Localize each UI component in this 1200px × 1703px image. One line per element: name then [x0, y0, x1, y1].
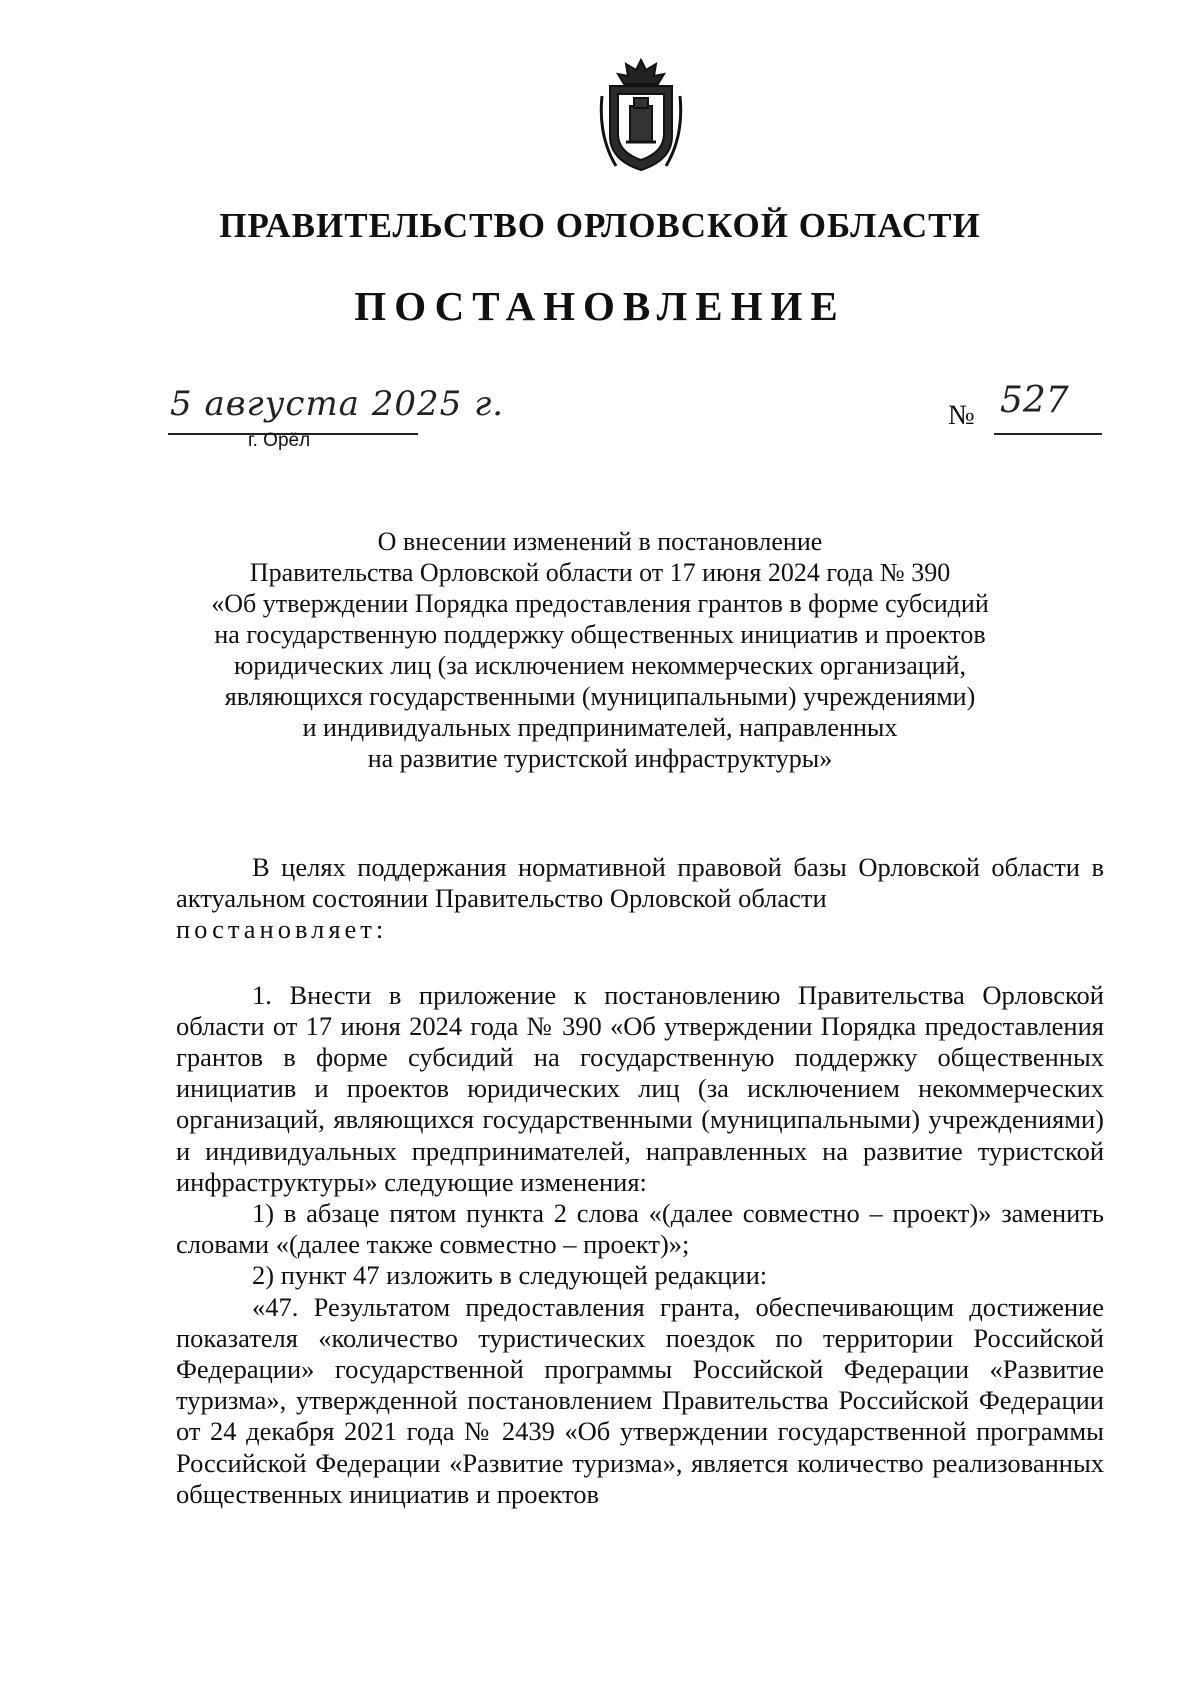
title-line: Правительства Орловской области от 17 июня 2024 года № 390: [249, 558, 951, 587]
document-title: [180, 526, 1020, 774]
number-label: №: [948, 400, 975, 431]
handwritten-date: 5 августа 2025 г.: [170, 384, 505, 424]
title-line: на развитие туристской инфраструктуры»: [367, 744, 833, 773]
city-label: г. Орёл: [248, 430, 311, 451]
document-type: ПОСТАНОВЛЕНИЕ: [354, 283, 846, 329]
resolves-word: постановляет:: [176, 914, 388, 945]
title-line: «Об утверждении Порядка предоставления грантов в форме субсидий: [211, 589, 989, 618]
title-line: на государственную поддержку общественных инициатив и проектов: [214, 620, 986, 649]
government-name: ПРАВИТЕЛЬСТВО ОРЛОВСКОЙ ОБЛАСТИ: [219, 206, 981, 245]
subitem-1: 1) в абзаце пятом пункта 2 слова «(далее совместно – проект)» заменить словами «(далее также совместно – проект)»;: [176, 1198, 1104, 1260]
paragraph-47: «47. Результатом предоставления гранта, обеспечивающим достижение показателя «количество туристических поездок по территории Российской Федерации» государственной программы Российской Федерации «Развитие туризма», утвержденной постановлением Правительства Российской Федерации от 24 декабря 2021 года № 2439 «Об утверждении государственной программы Российской Федерации «Развитие туризма», является количество реализованных общественных инициатив и проектов: [176, 1291, 1104, 1509]
title-line: юридических лиц (за исключением некоммерческих организаций,: [233, 651, 967, 680]
number-underline: [994, 433, 1102, 435]
title-line: являющихся государственными (муниципальными) учреждениями): [224, 682, 976, 711]
document-body: [176, 852, 1104, 1510]
title-line: и индивидуальных предпринимателей, направленных: [302, 713, 898, 742]
preamble-paragraph: В целях поддержания нормативной правовой базы Орловской области в актуальном состоянии Правительство Орловской области: [176, 852, 1104, 914]
paragraph-1: 1. Внести в приложение к постановлению Правительства Орловской области от 17 июня 2024 года № 390 «Об утверждении Порядка предоставления грантов в форме субсидий на государственную поддержку общественных инициатив и проектов юридических лиц (за исключением некоммерческих организаций, являющихся государственными (муниципальными) учреждениями) и индивидуальных предпринимателей, направленных на развитие туристской инфраструктуры» следующие изменения:: [176, 979, 1104, 1197]
coat-of-arms-emblem: [596, 56, 686, 174]
subitem-2: 2) пункт 47 изложить в следующей редакции:: [252, 1260, 768, 1291]
handwritten-number: 527: [1000, 380, 1069, 421]
title-line: О внесении изменений в постановление: [377, 527, 823, 556]
